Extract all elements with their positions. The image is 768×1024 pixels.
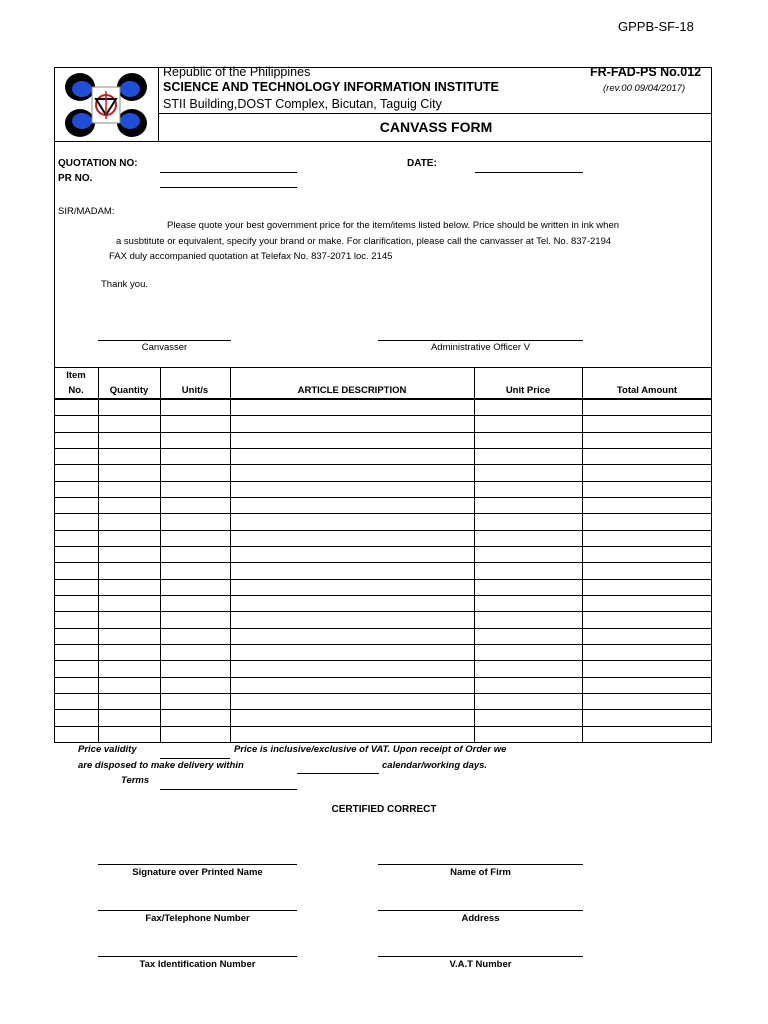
address-label: Address bbox=[461, 913, 500, 924]
header-address: STII Building,DOST Complex, Bicutan, Taguig City bbox=[163, 97, 442, 111]
address-line[interactable] bbox=[378, 910, 583, 911]
admin-officer-label: Administrative Officer V bbox=[430, 342, 531, 353]
table-row[interactable] bbox=[54, 498, 712, 514]
disposed-text: are disposed to make delivery within bbox=[78, 760, 244, 771]
col-header-total-amount: Total Amount bbox=[616, 385, 678, 396]
revision-label: (rev.00 09/04/2017) bbox=[603, 83, 686, 94]
header-divider-vertical bbox=[158, 67, 159, 142]
letter-line-3: FAX duly accompanied quotation at Telefax No. 837-2071 loc. 2145 bbox=[109, 251, 393, 262]
canvasser-signature-line[interactable] bbox=[98, 340, 231, 341]
table-row[interactable] bbox=[54, 727, 712, 743]
table-row[interactable] bbox=[54, 694, 712, 710]
letter-line-1: Please quote your best government price for the item/items listed below. Price should be written in ink when bbox=[167, 220, 620, 231]
header-divider-bottom bbox=[54, 141, 712, 142]
pr-no-label: PR NO. bbox=[58, 173, 93, 184]
letter-line-2: a susbtitute or equivalent, specify your brand or make. For clarification, please call the canvasser at Tel. No. 837-2194 bbox=[116, 236, 612, 247]
table-row[interactable] bbox=[54, 596, 712, 612]
delivery-days-field[interactable] bbox=[297, 773, 379, 774]
table-row[interactable] bbox=[54, 629, 712, 645]
fax-line[interactable] bbox=[98, 910, 297, 911]
date-field[interactable] bbox=[475, 172, 583, 173]
header-divider-title bbox=[158, 113, 712, 114]
quotation-no-label: QUOTATION NO: bbox=[58, 158, 138, 169]
canvasser-label: Canvasser bbox=[141, 342, 188, 353]
table-row[interactable] bbox=[54, 678, 712, 694]
col-header-unit-price: Unit Price bbox=[505, 385, 551, 396]
col-header-description: ARTICLE DESCRIPTION bbox=[297, 385, 407, 396]
form-title: CANVASS FORM bbox=[379, 119, 493, 135]
table-row[interactable] bbox=[54, 449, 712, 465]
col-header-quantity: Quantity bbox=[109, 385, 149, 396]
price-validity-field[interactable] bbox=[160, 758, 230, 759]
table-row[interactable] bbox=[54, 400, 712, 416]
header-institute: SCIENCE AND TECHNOLOGY INFORMATION INSTITUTE bbox=[163, 80, 499, 94]
table-row[interactable] bbox=[54, 612, 712, 628]
table-row[interactable] bbox=[54, 482, 712, 498]
quotation-no-field[interactable] bbox=[160, 172, 297, 173]
price-validity-label: Price validity bbox=[78, 744, 137, 755]
thank-you: Thank you. bbox=[101, 279, 148, 290]
table-row[interactable] bbox=[54, 547, 712, 563]
vat-label: V.A.T Number bbox=[449, 959, 512, 970]
tin-label: Tax Identification Number bbox=[139, 959, 256, 970]
form-code: GPPB-SF-18 bbox=[618, 19, 694, 34]
stii-logo bbox=[62, 71, 150, 139]
firm-line[interactable] bbox=[378, 864, 583, 865]
table-row[interactable] bbox=[54, 580, 712, 596]
col-header-item-line1: Item bbox=[66, 370, 86, 381]
table-row[interactable] bbox=[54, 433, 712, 449]
table-row[interactable] bbox=[54, 661, 712, 677]
terms-field[interactable] bbox=[160, 789, 297, 790]
days-text: calendar/working days. bbox=[382, 760, 488, 771]
table-row[interactable] bbox=[54, 465, 712, 481]
vat-line[interactable] bbox=[378, 956, 583, 957]
header-republic: Republic of the Philippines bbox=[163, 65, 311, 79]
items-table bbox=[54, 367, 712, 743]
terms-label: Terms bbox=[121, 775, 150, 786]
signature-line[interactable] bbox=[98, 864, 297, 865]
table-top-border bbox=[54, 367, 712, 368]
admin-officer-signature-line[interactable] bbox=[378, 340, 583, 341]
pr-no-field[interactable] bbox=[160, 187, 297, 188]
certified-correct-text: CERTIFIED CORRECT bbox=[331, 804, 437, 815]
salutation: SIR/MADAM: bbox=[58, 206, 115, 217]
col-header-item-line2: No. bbox=[68, 385, 84, 396]
certified-correct bbox=[0, 804, 768, 815]
table-row[interactable] bbox=[54, 710, 712, 726]
table-row[interactable] bbox=[54, 514, 712, 530]
table-row[interactable] bbox=[54, 531, 712, 547]
table-row[interactable] bbox=[54, 645, 712, 661]
date-label: DATE: bbox=[407, 158, 437, 169]
signature-label: Signature over Printed Name bbox=[132, 867, 263, 878]
vat-text: Price is inclusive/exclusive of VAT. Upon receipt of Order we bbox=[234, 744, 507, 755]
table-row[interactable] bbox=[54, 563, 712, 579]
document-number: FR-FAD-PS No.012 bbox=[590, 65, 702, 79]
tin-line[interactable] bbox=[98, 956, 297, 957]
firm-label: Name of Firm bbox=[450, 867, 511, 878]
col-header-units: Unit/s bbox=[181, 385, 209, 396]
fax-label: Fax/Telephone Number bbox=[145, 913, 250, 924]
table-row[interactable] bbox=[54, 416, 712, 432]
